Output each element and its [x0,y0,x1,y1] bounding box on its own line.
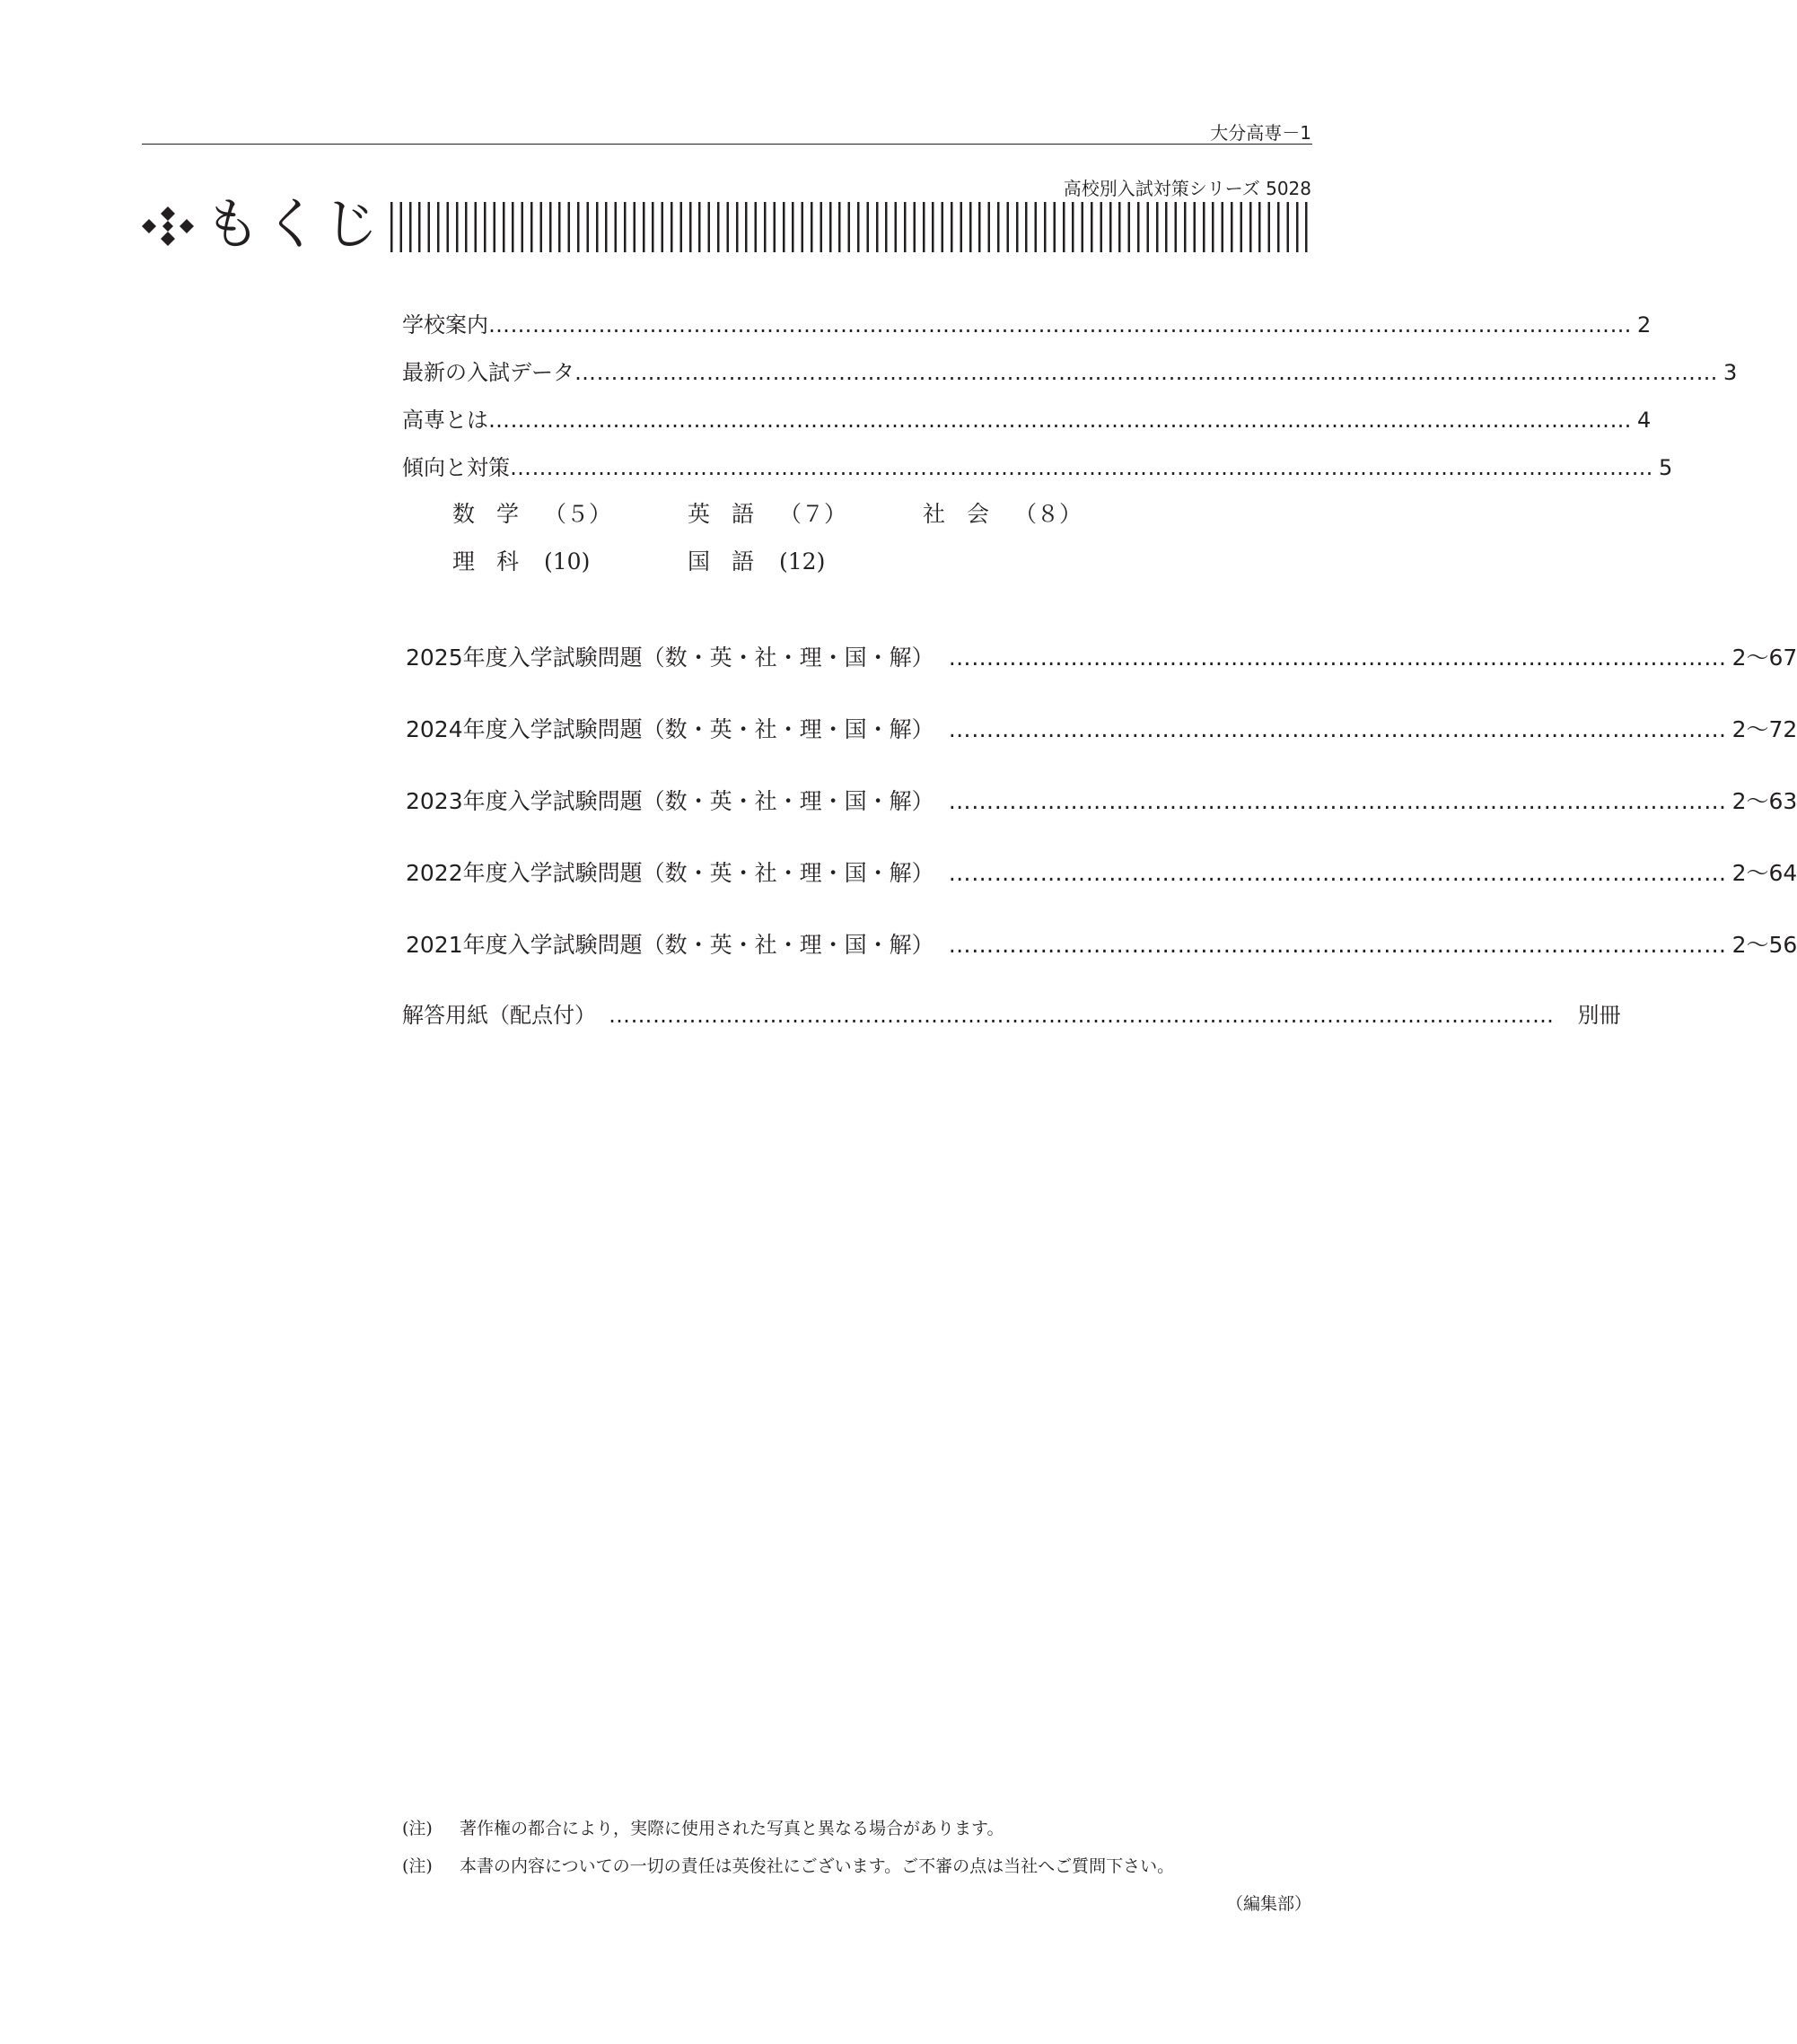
subject-item[interactable] [923,496,1082,529]
toc-item[interactable] [402,450,1673,481]
subject-name: 数学 [452,501,541,527]
exam-item-label: 2024年度入学試験問題（数・英・社・理・国・解） [406,716,934,742]
exam-item[interactable] [406,712,1797,744]
toc-item-label: 高専とは [402,408,488,433]
editor-credit: （編集部） [1225,1894,1311,1914]
leader-dots: ………………………………………………………………………………………… [948,645,1727,671]
header-rule [142,144,1312,145]
footnote-text: 著作権の都合により，実際に使用された写真と異なる場合があります。 [460,1819,1004,1838]
subject-page: (10) [544,548,591,575]
answer-sheet-page: 別冊 [1577,1003,1621,1028]
subject-name: 理科 [452,548,541,575]
subject-name: 英語 [688,501,776,527]
toc-item[interactable] [402,307,1652,338]
leader-dots: ………………………………………………………………………………………… [948,788,1727,814]
toc-item-label: 傾向と対策 [402,455,510,480]
subject-page: (12) [779,548,826,575]
toc-item-page: 3 [1723,360,1738,385]
leader-dots: ………………………………………………………………………………………… [948,716,1727,742]
toc-item-page: 4 [1637,408,1652,433]
page-number-label: 大分高専－1 [1210,122,1311,144]
leader-dots: ………………………………………………………………………………………………………………………………………… [488,312,1632,338]
toc-item[interactable] [402,355,1738,386]
subject-name: 社会 [923,501,1012,527]
subject-item[interactable] [452,544,590,576]
footnote-prefix: (注) [402,1856,433,1876]
footnote-text: 本書の内容についての一切の責任は英俊社にございます。ご不審の点は当社へご質問下さい。 [460,1856,1175,1876]
toc-item-page: 2 [1637,312,1652,338]
subject-item[interactable] [452,496,611,529]
leader-dots: ………………………………………………………………………………………… [948,860,1727,886]
exam-item-pages: 2～64 [1731,860,1797,886]
diamond-ornament-icon [142,206,196,247]
footnote-prefix: (注) [402,1819,433,1838]
title-row [142,191,1312,257]
exam-item[interactable] [406,784,1797,816]
leader-dots: ………………………………………………………………………………………………………………………………………… [574,360,1718,385]
exam-item-pages: 2～56 [1731,932,1797,958]
leader-dots: ………………………………………………………………………………………………………………… [609,1003,1555,1028]
exam-item[interactable] [406,855,1797,888]
answer-sheet-item[interactable] [402,997,1621,1029]
exam-item[interactable] [406,927,1797,960]
answer-sheet-label: 解答用紙（配点付） [402,1003,596,1028]
toc-item-page: 5 [1659,455,1673,480]
exam-item-label: 2022年度入学試験問題（数・英・社・理・国・解） [406,860,934,886]
footnote [402,1853,1174,1877]
leader-dots: ………………………………………………………………………………………… [948,932,1727,958]
subject-item[interactable] [688,544,825,576]
exam-item-label: 2023年度入学試験問題（数・英・社・理・国・解） [406,788,934,814]
subject-page: （５） [544,501,612,527]
series-label: 高校別入試対策シリーズ 5028 [1063,178,1311,199]
leader-dots: ………………………………………………………………………………………………………………………………………… [488,408,1632,433]
leader-dots: ………………………………………………………………………………………………………………………………………… [510,455,1653,480]
exam-item-label: 2025年度入学試験問題（数・英・社・理・国・解） [406,645,934,671]
exam-item-pages: 2～63 [1731,788,1797,814]
subject-page: （８） [1014,501,1083,527]
exam-item-label: 2021年度入学試験問題（数・英・社・理・国・解） [406,932,934,958]
exam-item-pages: 2～67 [1731,645,1797,671]
subject-page: （７） [779,501,847,527]
page-title: もくじ [205,191,383,257]
toc-item-label: 学校案内 [402,312,488,338]
footnote [402,1815,1004,1839]
exam-item-pages: 2～72 [1731,716,1797,742]
title-decoration-bars [390,202,1312,252]
toc-item-label: 最新の入試データ [402,360,574,385]
subject-item[interactable] [688,496,846,529]
subject-name: 国語 [688,548,776,575]
toc-item[interactable] [402,402,1652,434]
exam-item[interactable] [406,640,1797,672]
